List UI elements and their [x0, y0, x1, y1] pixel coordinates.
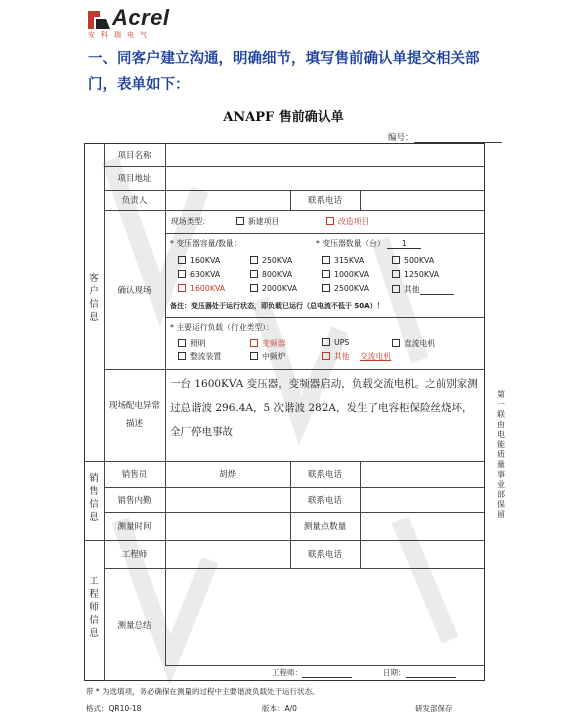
checkbox-load-option[interactable]	[178, 338, 206, 349]
checkbox-box	[322, 352, 330, 360]
label-assistant-contact-phone: 联系电话	[307, 495, 342, 506]
checkbox-new-project[interactable]	[236, 216, 279, 227]
label-engineer-contact-phone: 联系电话	[307, 550, 342, 560]
salesperson-value: 胡烨	[218, 470, 236, 480]
engineer-signature	[272, 667, 352, 678]
option-label: 1600KVA	[190, 284, 226, 293]
logo-subtitle: 安科瑞电气	[88, 31, 153, 39]
option-label: 其他	[404, 285, 420, 294]
label-salesperson: 销售员	[121, 470, 148, 480]
grid-line	[165, 665, 485, 666]
checkbox-box	[178, 284, 186, 292]
serial-number-field	[388, 131, 502, 143]
option-label: 630KVA	[190, 270, 221, 279]
checkbox-box	[250, 270, 258, 278]
transformer-count-value[interactable]: 1	[387, 239, 421, 249]
option-label: 2000KVA	[262, 284, 298, 293]
checkbox-box	[250, 339, 258, 347]
checkbox-box	[392, 339, 400, 347]
checkbox-box	[326, 217, 334, 225]
checkbox-transformer-option[interactable]	[392, 256, 434, 265]
form-footnote: 带 * 为选填项，务必确保在测量的过程中主要谐波负载处于运行状态。	[86, 687, 320, 696]
label-project-name: 项目名称	[117, 150, 152, 161]
engineer-signature-blank[interactable]	[302, 668, 352, 678]
section-customer-info: 客户信息	[89, 273, 99, 323]
checkbox-transformer-option[interactable]	[250, 284, 297, 293]
label-responsible: 负责人	[121, 196, 148, 206]
section-engineer-info: 工程师信息	[89, 576, 99, 639]
checkbox-box	[178, 352, 186, 360]
checkbox-box	[236, 217, 244, 225]
grid-line	[360, 461, 361, 568]
label-measure-points: 测量点数量	[303, 522, 347, 532]
date-blank[interactable]	[406, 668, 456, 678]
checkbox-load-option[interactable]	[322, 338, 349, 347]
option-label: 中频炉	[262, 352, 286, 361]
option-label: 改造项目	[338, 217, 370, 226]
option-label: 500KVA	[404, 256, 435, 265]
checkbox-transformer-option[interactable]	[392, 284, 454, 295]
label-project-address: 项目地址	[117, 174, 152, 184]
site-description-text: 一台 1600KVA 变压器，变频器启动，负载交流电机。之前别家测过总谐波 296.4A，5 次谐波 282A，发生了电容柜保险丝烧坏，全厂停电事故	[170, 378, 478, 438]
checkbox-transformer-option[interactable]	[178, 256, 220, 265]
option-label: 2500KVA	[334, 284, 370, 293]
date-signature	[383, 667, 456, 678]
option-label: 1000KVA	[334, 270, 370, 279]
grid-line	[165, 143, 166, 665]
engineer-signature-label: 工程师：	[272, 668, 302, 677]
site-type-label: 现场类型：	[171, 217, 210, 226]
load-option-ac-motor: 交流电机	[360, 352, 392, 361]
checkbox-box	[250, 352, 258, 360]
option-label: 整流装置	[190, 352, 222, 361]
grid-line	[360, 190, 361, 210]
option-label: 照明	[190, 339, 206, 348]
label-engineer: 工程师	[121, 550, 148, 560]
option-label: 其他	[334, 352, 350, 361]
transformer-count-field	[316, 238, 421, 249]
intro-heading: 一、同客户建立沟通，明确细节，填写售前确认单提交相关部门，表单如下：	[88, 51, 480, 93]
checkbox-load-option[interactable]	[178, 351, 221, 362]
loads-label: * 主要运行负载（行业类型）：	[170, 323, 274, 332]
option-label: 315KVA	[334, 256, 365, 265]
checkbox-load-option[interactable]	[250, 338, 285, 349]
transformer-note: 备注：变压器处于运行状态，即负载已运行（总电流不低于 50A）！	[170, 302, 384, 310]
checkbox-transformer-option[interactable]	[322, 284, 369, 293]
option-label: 变频器	[262, 339, 286, 348]
checkbox-load-option[interactable]	[322, 351, 350, 362]
checkbox-box	[392, 256, 400, 264]
checkbox-transformer-option[interactable]	[250, 256, 292, 265]
option-label: 800KVA	[262, 270, 293, 279]
checkbox-box	[322, 270, 330, 278]
checkbox-box	[322, 256, 330, 264]
date-label: 日期：	[383, 668, 406, 677]
option-label: 250KVA	[262, 256, 293, 265]
label-measure-summary: 测量总结	[117, 620, 152, 631]
checkbox-box	[178, 270, 186, 278]
grid-line	[165, 317, 485, 318]
serial-label: 编号：	[388, 133, 414, 143]
copy-side-note: 第一联 由电能质量事业部保留	[497, 390, 505, 519]
label-sales-contact-phone: 联系电话	[307, 470, 342, 480]
transformer-capacity-label: * 变压器容量/数量：	[170, 239, 242, 248]
checkbox-box	[392, 285, 400, 293]
logo-wordmark: Acrel	[112, 5, 170, 30]
label-confirm-site: 确认现场	[117, 285, 152, 296]
label-sales-assistant: 销售内勤	[117, 495, 152, 506]
label-site-description: 现场配电异常描述	[108, 401, 160, 429]
option-label: 新建项目	[248, 217, 280, 226]
checkbox-load-option[interactable]	[250, 351, 285, 362]
checkbox-box	[322, 338, 330, 346]
checkbox-box	[250, 284, 258, 292]
label-measure-time: 测量时间	[117, 522, 152, 532]
option-label: UPS	[334, 338, 350, 347]
serial-blank	[414, 133, 502, 143]
company-logo	[86, 5, 196, 40]
checkbox-box	[178, 339, 186, 347]
checkbox-box	[250, 256, 258, 264]
checkbox-load-option[interactable]	[392, 338, 435, 349]
option-label: 160KVA	[190, 256, 221, 265]
footer-format: 格式：QR10-18	[86, 704, 142, 713]
checkbox-box	[178, 256, 186, 264]
form-title: ANAPF 售前确认单	[223, 110, 344, 125]
checkbox-transformer-option[interactable]	[322, 256, 364, 265]
grid-line	[104, 369, 485, 370]
checkbox-transformer-option[interactable]	[322, 270, 369, 279]
grid-line	[165, 233, 485, 234]
checkbox-transformer-option[interactable]	[178, 270, 220, 279]
section-sales-info: 销售信息	[89, 473, 99, 523]
transformer-count-label: * 变压器数量（台）	[316, 239, 385, 248]
checkbox-transformer-option[interactable]	[250, 270, 292, 279]
acrel-logo-icon	[86, 9, 114, 31]
footer-keeper: 研发部保存	[415, 704, 453, 713]
other-capacity-blank[interactable]	[420, 285, 454, 295]
option-label: 1250KVA	[404, 270, 440, 279]
checkbox-transformer-option[interactable]	[178, 284, 225, 293]
label-contact-phone: 联系电话	[307, 196, 342, 206]
checkbox-box	[322, 284, 330, 292]
option-label: 直流电机	[404, 339, 436, 348]
checkbox-transformer-option[interactable]	[392, 270, 439, 279]
footer-version: 版本：A/0	[262, 704, 297, 713]
checkbox-retrofit-project[interactable]	[326, 216, 369, 227]
checkbox-box	[392, 270, 400, 278]
